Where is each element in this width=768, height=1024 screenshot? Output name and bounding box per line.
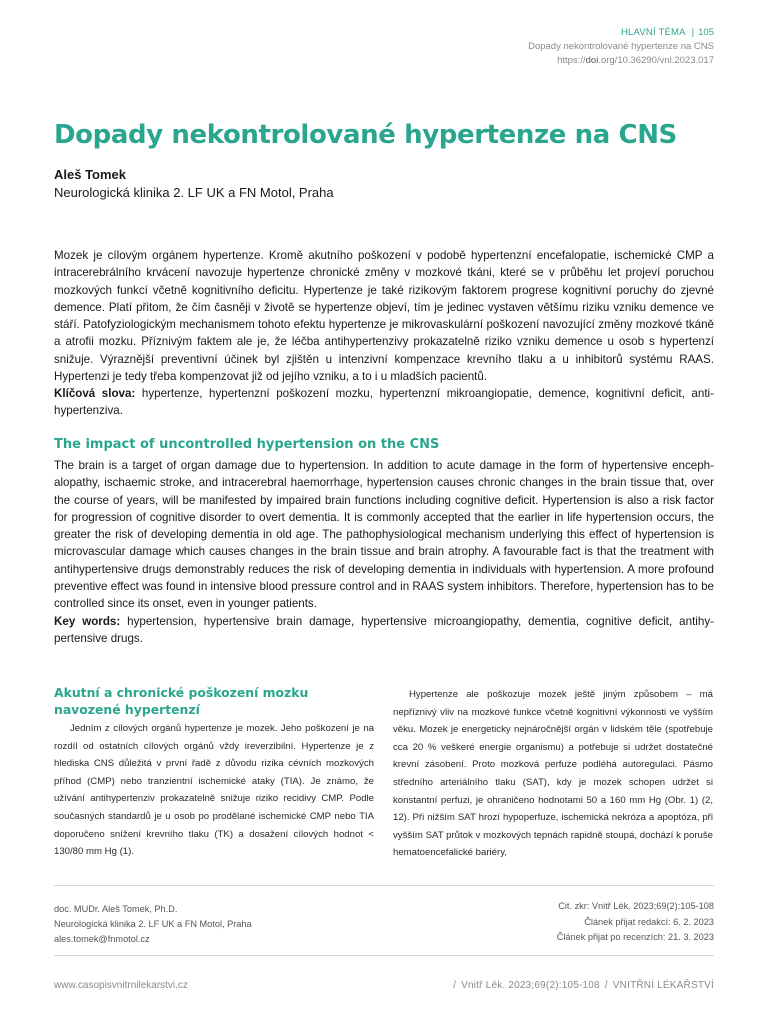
running-head [528,26,714,68]
keywords-english-text: hypertension, hypertensive brain damage, hypertensive microangiopathy, dementia, cognitive deficit, antihypertensive drugs. [54,615,714,646]
citation-accepted: Článek přijat po recenzích: 21. 3. 2023 [556,932,714,942]
body-column-left: Jedním z cílových orgánů hypertenze je mozek. Jeho poškození je na rozdíl od ostatních cílových orgánů vždy ireverzibilní. Hypertenze je z hlediska CNS důležitá v první řadě z důvodu rizika cévních mozkových příhod (CMP) nebo tranzientní ischemické ataky (TIA). Je známo, že užívání antihypertenziv prokazatelně snižuje riziko recidivy CMP. Podle současných standardů je u osob po prodělané ischemické CMP nebo TIA doporučeno snížení krevního tlaku (TK) a dosažení cílových hodnot < 130/80 mm Hg (1). [54,723,374,858]
running-head-article-title: Dopady nekontrolované hypertenze na CNS [528,41,714,52]
citation-block [557,899,714,946]
journal-footer [448,979,714,993]
abstract-czech: Mozek je cílovým orgánem hypertenze. Kromě akutního poškození v podobě hypertenzní encefalopatie, ischemické CMP a intracerebrálního krvácení navozuje hypertenze chronické změny v mozkové tkáni, které se v průběhu let projeví poruchou mozkových funkcí včetně kognitivního deficitu. Hypertenze je také rizikovým faktorem progrese kognitivní poruchy do zjevné demence. Platí přitom, že čím časněji v životě se hypertenze objeví, tím je jedinec vystaven většímu riziku vzniku demence ve stáří. Patofyziologickým mechanismem tohoto efektu hypertenze je mikrovaskulární poškození navozující změny mozkové tkáně a atrofii mozku. Příznivým faktem ale je, že léčba antihypertenzivy prokazatelně riziko vzniku demence u osob s hypertenzí snižuje. Výraznější preventivní účinek byl zjištěn u intenzivní kompenzace krevního tlaku a u inhibitorů systému RAAS. Hypertenzi je tedy třeba kompenzovat již od jejího vzniku, a to i u mladších pacientů. [54,249,714,384]
journal-website-link[interactable]: www.casopisvnitrnilekarstvi.cz [54,980,188,991]
english-title-heading: The impact of uncontrolled hypertension on the CNS [54,437,440,452]
correspondence-block [54,902,252,947]
running-head-line-1 [528,26,714,40]
keywords-czech [54,385,714,420]
section-heading: Akutní a chronické poškození mozku navozené hypertenzí [54,685,309,717]
doi-bold: doi [585,55,599,66]
running-head-separator: | [691,27,695,38]
footer-divider-bottom [54,955,714,956]
footer-slash: / [453,980,457,991]
page-number: 105 [698,27,714,38]
abstract-english: The brain is a target of organ damage due to hypertension. In addition to acute damage in the form of hypertensive encephalopathy, ischaemic stroke, and intracerebral haemorrhage, hypertension causes chronic changes in the brain tissue that, over the course of years, will be manifested by impaired brain functions including cognitive deficit. Hypertension is also a risk factor for progression of cognitive disorder to overt dementia. It is commonly accepted that the earlier in life hypertension occurs, the greater the risk of developing dementia in old age. The pathophysiological mechanism underlying this effect of hypertension is microvascular damage which causes changes in the brain tissue and brain atrophy. A favourable fact is that the treatment with antihypertensive drugs demonstrably reduces the risk of developing dementia in individuals with hypertension. A more profound preventive effect was found in intensive blood pressure control and in RAAS system inhibitors. Therefore, hypertension has to be controlled since its onset, even in younger patients. [54,459,714,611]
footer-divider-top [54,885,714,886]
section-label: HLAVNÍ TÉMA [621,27,686,38]
body-column-right: Hypertenze ale poškozuje mozek ještě jiným způsobem – má nepříznivý vliv na mozkové funkce včetně kognitivní výkonnosti ve vyšším věku. Mozek je energeticky nejnáročnější orgán v lidském těle (spotřebuje cca 20 % veškeré energie organismu) a potřebuje si udržet dostatečné krevní zásobení. Proto mozková perfuze podléhá autoregulaci. Pásmo středního arteriálního tlaku (SAT), kdy je mozek schopen udržet si konstantní perfuzi, je ohraničeno hodnotami 50 a 160 mm Hg (Obr. 1) (2, 12). Při nižším SAT hrozí hypoperfuze, ischemická nekróza a apoptóza, při vyšším SAT průtok v mozkových tepnách rapidně stoupá, dochází k poruše hematoencefalické bariéry, [393,689,713,859]
correspondence-email[interactable]: ales.tomek@fnmotol.cz [54,934,150,944]
article-title: Dopady nekontrolované hypertenze na CNS [54,120,677,150]
author-name: Aleš Tomek [54,167,127,182]
citation-received: Článek přijat redakcí: 6. 2. 2023 [584,916,714,927]
keywords-english-label: Key words: [54,615,121,628]
keywords-czech-label: Klíčová slova: [54,387,136,400]
footer-slash-2: / [604,980,608,991]
author-affiliation: Neurologická klinika 2. LF UK a FN Motol, Praha [54,185,334,200]
footer-journal-name: VNITŘNÍ LÉKAŘSTVÍ [612,980,714,991]
citation-reference: Cit. zkr: Vnitř Lék. 2023;69(2):105-108 [558,901,714,911]
footer-journal-ref: Vnitř Lék. 2023;69(2):105-108 [461,980,600,991]
correspondence-name: doc. MUDr. Aleš Tomek, Ph.D. [54,904,178,914]
doi-rest: .org/10.36290/vnl.2023.017 [598,55,714,66]
keywords-czech-text: hypertenze, hypertenzní poškození mozku, hypertenzní mikroangiopatie, demence, kognitivní deficit, antihypertenziva. [54,387,714,418]
keywords-english [54,613,714,648]
correspondence-institution: Neurologická klinika 2. LF UK a FN Motol, Praha [54,919,252,929]
doi-prefix: https:// [557,55,586,66]
doi-link[interactable] [528,54,714,68]
